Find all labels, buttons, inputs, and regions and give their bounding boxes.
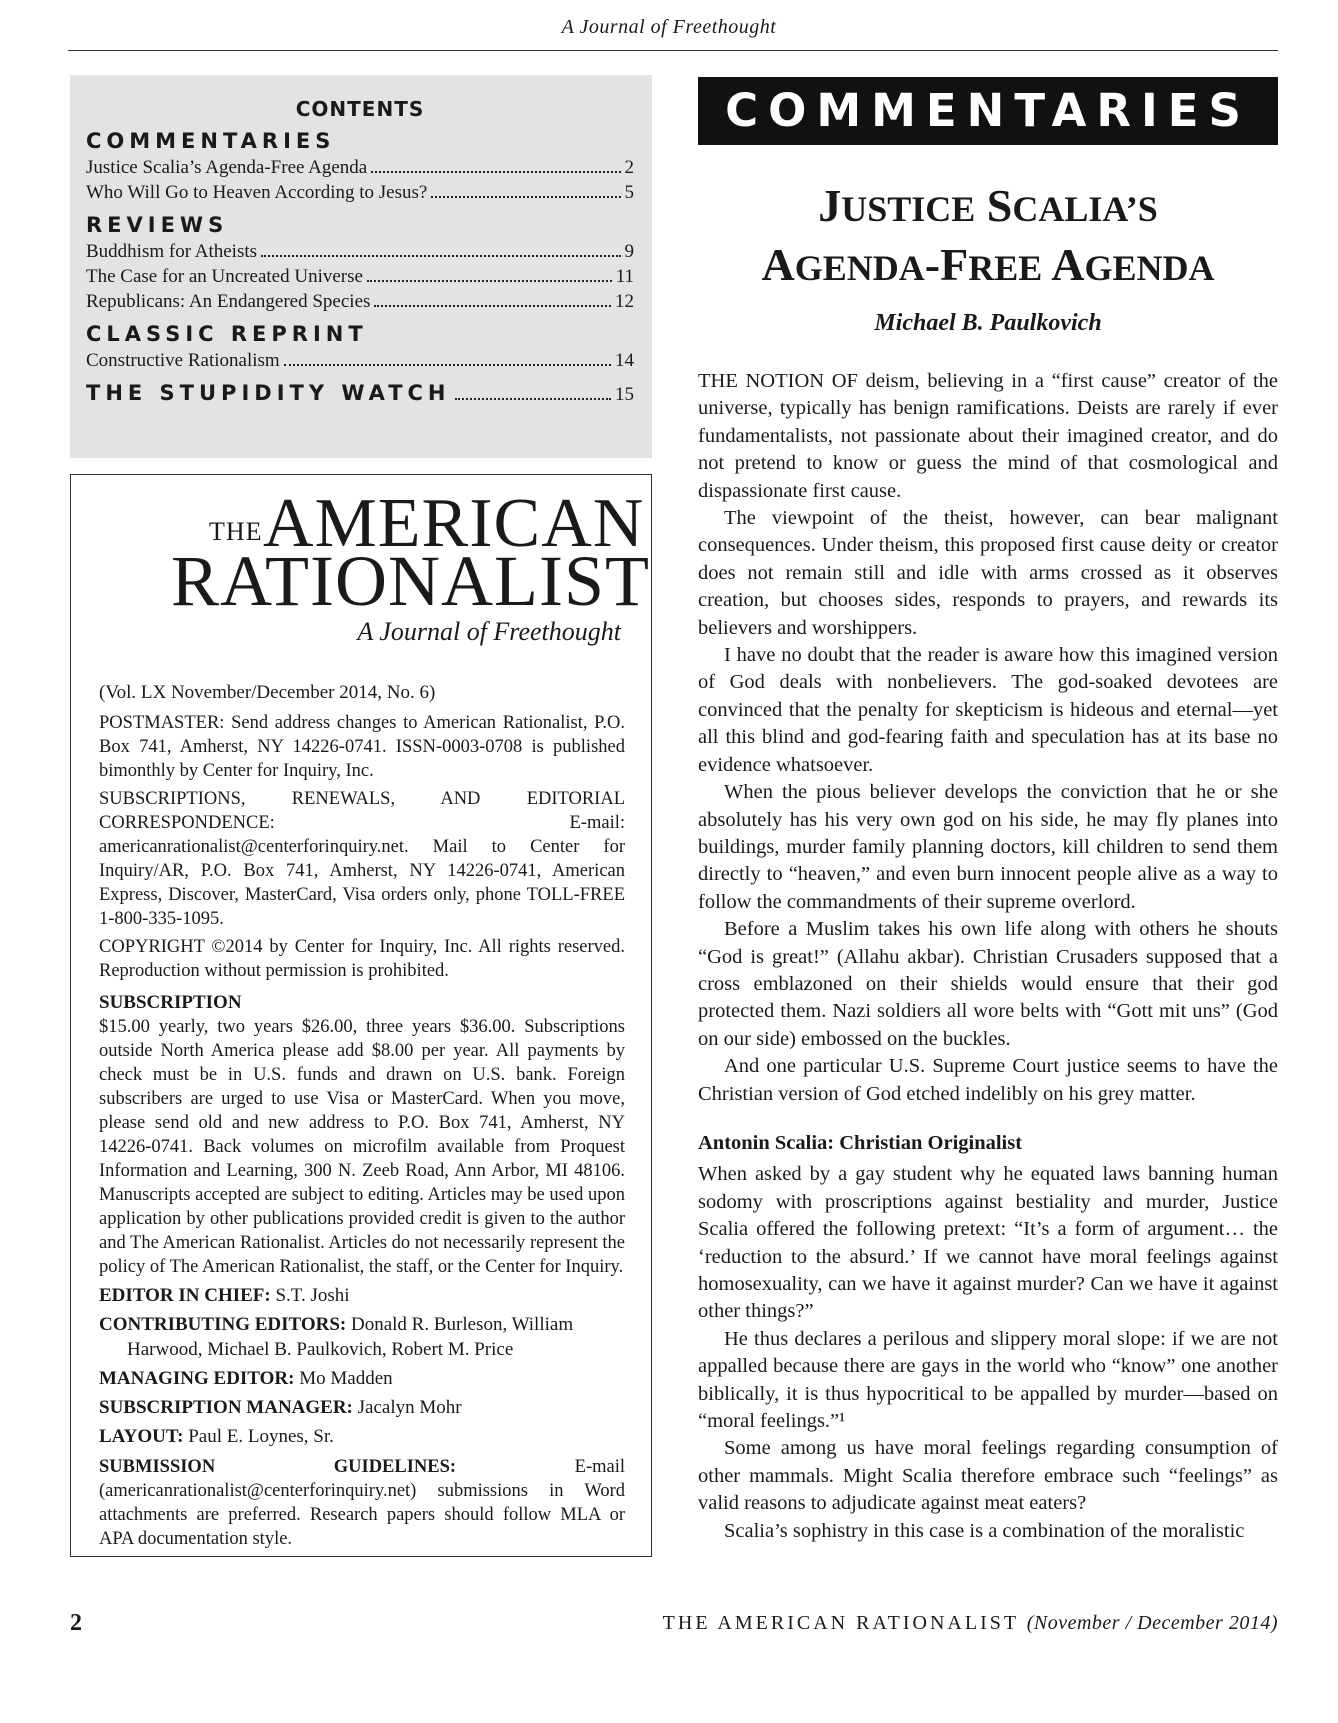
staff-name-cont: Harwood, Michael B. Paulkovich, Robert M. Price [127, 1339, 514, 1360]
article-body [698, 368, 1278, 1545]
subscription-heading: SUBSCRIPTION [99, 992, 242, 1013]
staff-entry [99, 1366, 625, 1391]
contents-entry-title: Constructive Rationalism [86, 350, 280, 371]
contents-entry[interactable] [86, 239, 634, 264]
contents-heading: CONTENTS [295, 97, 425, 121]
logo-american: AMERICAN [263, 485, 645, 562]
staff-name: Jacalyn Mohr [357, 1397, 462, 1418]
page-footer [663, 1612, 1278, 1635]
article-byline: Michael B. Paulkovich [874, 310, 1102, 336]
logo-rationalist: RATIONALIST [171, 541, 650, 621]
contents-entry-title: The Case for an Uncreated Universe [86, 266, 363, 287]
article-paragraph: Scalia’s sophistry in this case is a combination of the moralistic [724, 1519, 1245, 1542]
staff-entry [99, 1283, 625, 1308]
guidelines-text: E-mail (americanrationalist@centerforinquiry.net) submissions in Word attachments are preferred. Research papers should follow MLA or APA documentation style. [99, 1457, 626, 1549]
article-paragraph: When the pious believer develops the conviction that he or she absolutely has his very own god on his side, he may fly planes into buildings, murder family planning doctors, kill children to send them directly to “heaven,” and even burn innocent people alive as a way to follow the commandments of their supreme overlord. [698, 781, 1278, 913]
dot-leader [431, 196, 620, 198]
running-head: A Journal of Freethought [561, 16, 777, 38]
contents-entry[interactable] [86, 381, 634, 407]
subscriptions-info: SUBSCRIPTIONS, RENEWALS, AND EDITORIAL CORRESPONDENCE: E-mail: americanrationalist@centerforinquiry.net. Mail to Center for Inquiry/AR, P.O. Box 741, Amherst, NY 14226-0741, American Express, Discover, MasterCard, Visa orders only, phone TOLL-FREE 1-800-335-1095. [99, 789, 625, 929]
staff-role: MANAGING EDITOR: [99, 1368, 295, 1389]
article-paragraph: He thus declares a perilous and slippery moral slope: if we are not appalled because there are gays in the world who “know” one another biblically, it is thus hypocritical to be appalled by murder—based on “moral feelings.”¹ [698, 1327, 1278, 1433]
staff-entry [99, 1424, 625, 1449]
staff-name: Paul E. Loynes, Sr. [188, 1426, 334, 1447]
contents-entry[interactable] [86, 348, 634, 373]
article-paragraph: Before a Muslim takes his own life along with others he shouts “God is great!” (Allahu akbar). Christian Crusaders supposed that a cross emblazoned on their shields would ensure that their god protected them. Nazi soldiers all wore belts with “Gott mit uns” (God on our side) embossed on the buckles. [698, 918, 1278, 1050]
title-initial: S [986, 180, 1013, 231]
postmaster-info: POSTMASTER: Send address changes to American Rationalist, P.O. Box 741, Amherst, NY 14226-0741. ISSN-0003-0708 is published bimonthly by Center for Inquiry, Inc. [99, 713, 625, 781]
footer-issue: (November / December 2014) [1026, 1612, 1278, 1634]
title-initial: A [761, 239, 795, 290]
staff-role: LAYOUT: [99, 1426, 184, 1447]
contents-entry[interactable] [86, 264, 634, 289]
staff-role: CONTRIBUTING EDITORS: [99, 1314, 347, 1335]
contents-box [70, 75, 652, 458]
article-paragraph: I have no doubt that the reader is aware how this imagined version of God deals with nonbelievers. The god-soaked devotees are convinced that the penalty for skepticism is hideous and eternal—yet all this blind and god-fearing faith and speculation has at its base no evidence whatsoever. [698, 644, 1278, 776]
masthead-box [70, 474, 652, 1557]
copyright-info: COPYRIGHT ©2014 by Center for Inquiry, Inc. All rights reserved. Reproduction without permission is prohibited. [99, 937, 625, 981]
contents-section-title: COMMENTARIES [86, 129, 336, 153]
title-smallcaps: USTICE [841, 189, 976, 229]
guidelines-heading: SUBMISSION GUIDELINES: [99, 1457, 457, 1477]
staff-name: Donald R. Burleson, William [350, 1314, 574, 1335]
title-smallcaps: GENDA [1084, 248, 1215, 288]
contents-entry-page: 5 [624, 182, 634, 203]
dot-leader [455, 398, 611, 400]
title-smallcaps: REE [968, 248, 1043, 288]
contents-entry-title: Republicans: An Endangered Species [86, 291, 371, 312]
dot-leader [371, 171, 620, 173]
header-rule [68, 50, 1278, 51]
staff-name: Mo Madden [299, 1368, 393, 1389]
title-smallcaps: GENDA [794, 248, 925, 288]
title-initial: A [1051, 239, 1085, 290]
page-number: 2 [70, 1610, 82, 1636]
contents-section-title: CLASSIC REPRINT [86, 322, 368, 346]
article-paragraph: When asked by a gay student why he equated laws banning human sodomy with proscriptions against bestiality and murder, Justice Scalia offered the following pretext: “It’s a form of argument… the ‘reduction to the absurd.’ If we cannot have moral feelings against homosexuality, can we have it against murder? Can we have it against other things?” [698, 1163, 1278, 1323]
contents-section-title: THE STUPIDITY WATCH [86, 381, 451, 405]
footer-publication: THE AMERICAN RATIONALIST [662, 1612, 1019, 1634]
logo-the: THE [209, 517, 263, 546]
article-paragraph: And one particular U.S. Supreme Court justice seems to have the Christian version of God etched indelibly on his grey matter. [698, 1055, 1278, 1105]
contents-entry-page: 15 [615, 384, 634, 405]
contents-entry-title: Who Will Go to Heaven According to Jesus? [86, 182, 428, 203]
dot-leader [374, 305, 611, 307]
article-subheading: Antonin Scalia: Christian Originalist [698, 1131, 1023, 1154]
contents-entry-page: 2 [624, 157, 634, 178]
staff-role: SUBSCRIPTION MANAGER: [99, 1397, 353, 1418]
contents-entry-page: 9 [624, 241, 634, 262]
contents-entry[interactable] [86, 155, 634, 180]
contents-section-title: REVIEWS [86, 213, 229, 237]
staff-entry [99, 1395, 625, 1420]
staff-role: EDITOR IN CHIEF: [99, 1285, 271, 1306]
title-smallcaps: CALIA’S [1012, 189, 1158, 229]
volume-info: (Vol. LX November/December 2014, No. 6) [99, 682, 436, 703]
dot-leader [367, 280, 612, 282]
article-paragraph: The viewpoint of the theist, however, can bear malignant consequences. Under theism, this proposed first cause deity or creator does not remain still and idle with arms crossed as it observes creation, but chooses sides, responds to prayers, and rewards its believers and worshippers. [698, 507, 1278, 639]
article-title-line2 [698, 237, 1278, 296]
contents-entry[interactable] [86, 289, 634, 314]
staff-entry [99, 1312, 625, 1362]
contents-entry-page: 11 [615, 266, 634, 287]
contents-entry-title: Buddhism for Atheists [86, 241, 258, 262]
subscription-text: $15.00 yearly, two years $26.00, three years $36.00. Subscriptions outside North America please add $8.00 per year. All payments by check must be in U.S. funds and drawn on U.S. bank. Foreign subscribers are urged to use Visa or MasterCard. When you move, please send old and new address to P.O. Box 741, Amherst, NY 14226-0741. Back volumes on microfilm available from Proquest Information and Learning, 300 N. Zeeb Road, Ann Arbor, MI 48106. Manuscripts accepted are subject to editing. Articles may be used upon application by other publications provided credit is given to the author and The American Rationalist. Articles do not necessarily represent the policy of The American Rationalist, the staff, or the Center for Inquiry. [99, 1017, 625, 1277]
staff-name: S.T. Joshi [275, 1285, 350, 1306]
article-title-line1 [698, 178, 1278, 237]
journal-logo [99, 475, 650, 675]
title-initial: -F [924, 239, 969, 290]
section-banner: COMMENTARIES [698, 77, 1278, 145]
contents-entry-page: 12 [615, 291, 634, 312]
title-initial: J [818, 180, 842, 231]
contents-entry-title: Justice Scalia’s Agenda-Free Agenda [86, 157, 368, 178]
logo-tagline: A Journal of Freethought [357, 617, 621, 646]
article-paragraph: THE NOTION OF deism, believing in a “first cause” creator of the universe, typically has benign ramifications. Deists are rarely if ever fundamentalists, not passionate about their imagined creator, and do not pretend to know or guess the mind of that cosmological and dispassionate first cause. [698, 370, 1278, 502]
contents-entry[interactable] [86, 180, 634, 205]
contents-entry-page: 14 [615, 350, 634, 371]
article-title [698, 178, 1278, 296]
article-paragraph: Some among us have moral feelings regarding consumption of other mammals. Might Scalia therefore embrace such “feelings” as valid reasons to adjudicate against meat eaters? [698, 1437, 1278, 1515]
submission-guidelines [99, 1455, 625, 1551]
dot-leader [284, 364, 611, 366]
dot-leader [261, 255, 620, 257]
